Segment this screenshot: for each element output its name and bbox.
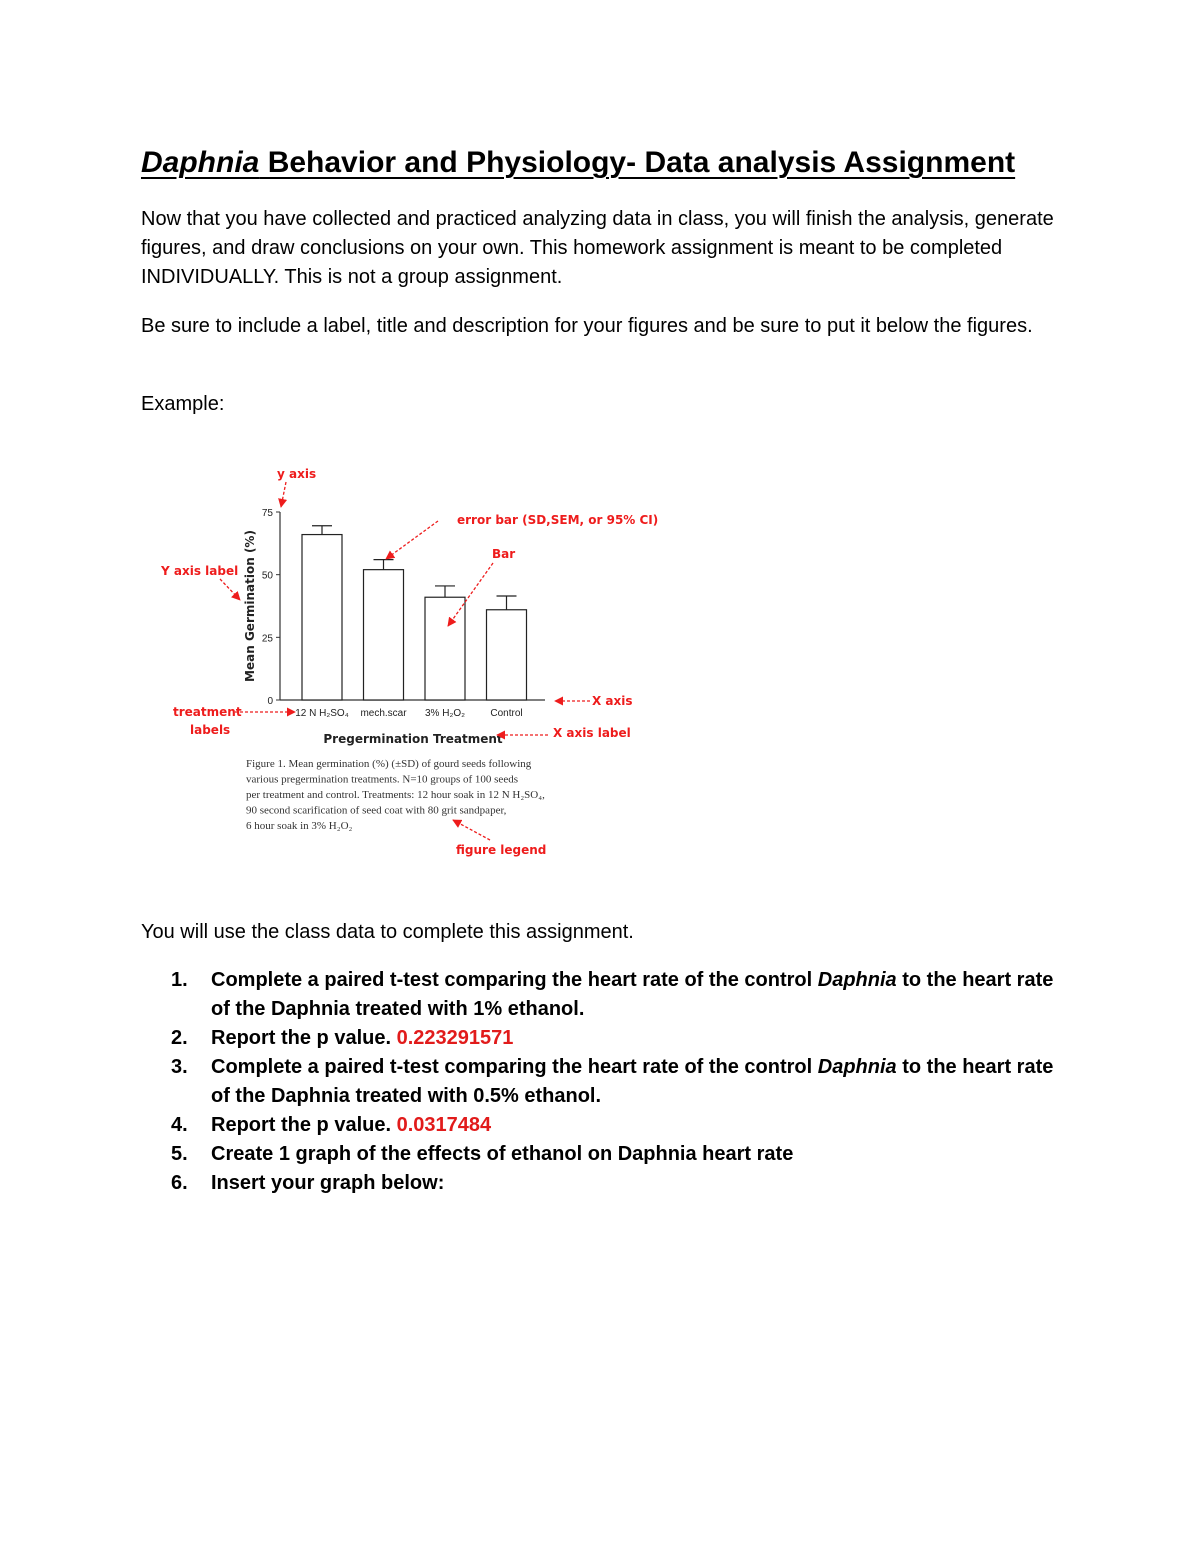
p-value-answer: 0.0317484 [396, 1114, 492, 1136]
figure-legend-line: 90 second scarification of seed coat with 80 grit sandpaper, [246, 804, 507, 817]
title-rest: Behavior and Physiology- Data analysis Assignment [259, 146, 1016, 179]
task-text: Create 1 graph of the effects of ethanol on Daphnia heart rate [211, 1143, 794, 1165]
task-number: 3. [171, 1056, 188, 1078]
x-axis-label-annotation: X axis label [553, 726, 631, 740]
y-tick-label: 75 [261, 508, 273, 519]
bar [302, 535, 342, 700]
task-text: Complete a paired t-test comparing the heart rate of the control [211, 969, 818, 991]
y-axis-label-annotation: Y axis label [161, 564, 239, 578]
error-bar-arrow [386, 521, 438, 559]
figure-legend-line: various pregermination treatments. N=10 groups of 100 seeds [246, 773, 518, 786]
y-axis-label-arrow [220, 579, 240, 600]
y-axis-arrow [281, 482, 286, 507]
x-tick-label: mech.scar [360, 708, 407, 719]
example-bar-chart [150, 455, 670, 875]
figure-legend-annotation: figure legend [456, 843, 547, 857]
task-item [171, 1169, 1071, 1198]
y-tick-label: 25 [261, 633, 273, 645]
task-list [171, 966, 1071, 1198]
task-number: 4. [171, 1114, 188, 1136]
bar [364, 570, 404, 700]
task-text: Complete a paired t-test comparing the heart rate of the control [211, 1056, 818, 1078]
task-number: 2. [171, 1027, 188, 1049]
p-value-answer: 0.223291571 [396, 1027, 514, 1049]
task-number: 6. [171, 1172, 188, 1194]
y-axis-label: Mean Germination (%) [243, 530, 257, 682]
task-item [171, 1024, 1071, 1053]
task-italic-word: Daphnia [817, 969, 897, 991]
x-tick-label: 12 N H₂SO₄ [295, 708, 349, 719]
figure-legend-line: Figure 1. Mean germination (%) (±SD) of gourd seeds following [246, 758, 532, 770]
figure-legend-line: per treatment and control. Treatments: 12 hour soak in 12 N H₂SO₄, [246, 789, 545, 801]
example-figure [150, 455, 670, 875]
error-bar-annotation: error bar (SD,SEM, or 95% CI) [457, 513, 659, 527]
bar [425, 597, 465, 700]
page-title [141, 146, 1101, 180]
task-number: 5. [171, 1143, 188, 1165]
x-axis-label: Pregermination Treatment [323, 732, 503, 746]
y-tick-label: 50 [261, 570, 273, 582]
task-item [171, 1111, 1071, 1140]
task-number: 1. [171, 969, 188, 991]
task-item [171, 1140, 1071, 1169]
task-text: Report the p value. [211, 1114, 397, 1136]
bar-annotation: Bar [492, 547, 516, 561]
task-text: Insert your graph below: [211, 1172, 445, 1194]
x-axis-annotation: X axis [592, 694, 633, 708]
task-text-end: to the heart rate of the Daphnia treated with 1% ethanol. [211, 969, 1054, 1020]
y-axis-annotation: y axis [277, 467, 317, 481]
title-italic-word: Daphnia [141, 146, 260, 179]
task-text: Report the p value. [211, 1027, 397, 1049]
treatment-labels-annotation-line2: labels [190, 723, 231, 737]
x-tick-label: Control [490, 708, 523, 719]
treatment-labels-annotation: treatment [173, 705, 242, 719]
x-tick-label: 3% H₂O₂ [425, 708, 465, 719]
figure-legend-arrow [453, 820, 490, 840]
class-data-paragraph: You will use the class data to complete this assignment. [141, 921, 634, 943]
bar [487, 610, 527, 700]
intro-paragraph: Now that you have collected and practiced analyzing data in class, you will finish the analysis, generate figures, and draw conclusions on your own. This homework assignment is meant to be completed INDIVIDUALLY. This is not a group assignment. [141, 208, 1054, 288]
y-tick-label: 0 [267, 696, 273, 707]
task-text-end: to the heart rate of the Daphnia treated with 0.5% ethanol. [211, 1056, 1054, 1107]
task-italic-word: Daphnia [817, 1056, 897, 1078]
figure-legend-line: 6 hour soak in 3% H₂O₂ [246, 820, 353, 832]
figure-instructions-paragraph: Be sure to include a label, title and description for your figures and be sure to put it below the figures. [141, 315, 1033, 337]
task-item [171, 966, 1071, 1024]
task-item [171, 1053, 1071, 1111]
example-label: Example: [141, 393, 225, 415]
